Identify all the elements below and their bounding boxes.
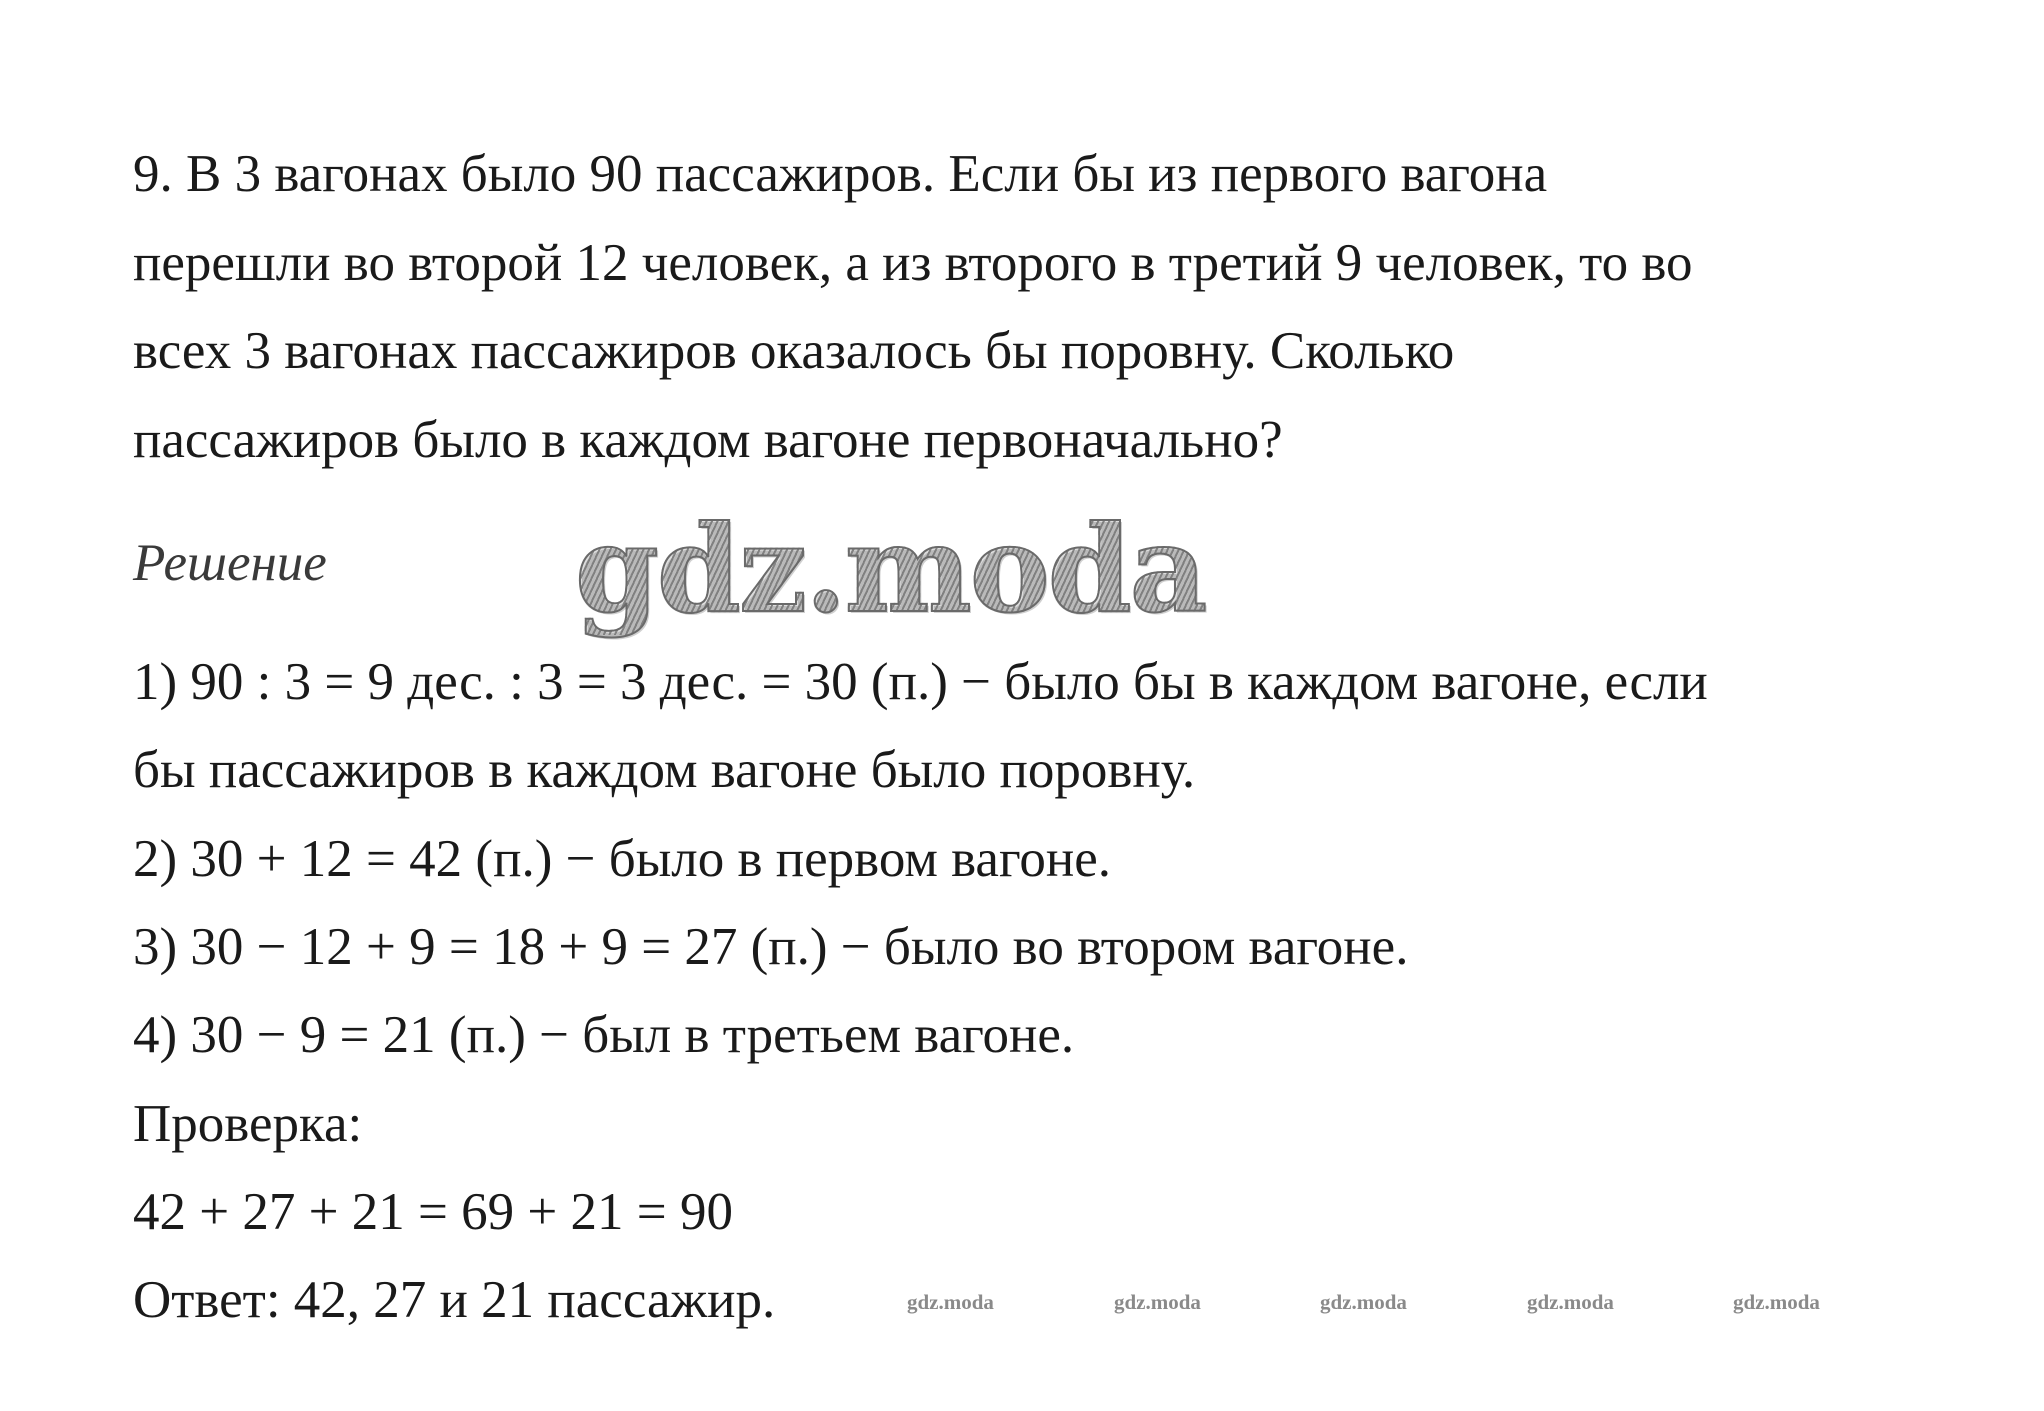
solution-step-3: 3) 30 − 12 + 9 = 18 + 9 = 27 (п.) − было во втором вагоне. [133,918,1409,976]
watermark-small-3: gdz.moda [1320,1290,1407,1314]
watermark-small-2: gdz.moda [1114,1290,1201,1314]
solution-heading: Решение [133,534,327,592]
check-label: Проверка: [133,1095,363,1153]
watermark-logo: gdz.moda [575,499,1206,640]
solution-step-4: 4) 30 − 9 = 21 (п.) − был в третьем вагоне. [133,1006,1075,1064]
solution-step-1-cont: бы пассажиров в каждом вагоне было поровну. [133,741,1196,799]
solution-step-2: 2) 30 + 12 = 42 (п.) − было в первом вагоне. [133,830,1112,888]
watermark-small-1: gdz.moda [907,1290,994,1314]
watermark-small-4: gdz.moda [1527,1290,1614,1314]
check-line: 42 + 27 + 21 = 69 + 21 = 90 [133,1183,733,1241]
problem-line-2: перешли во второй 12 человек, а из второго в третий 9 человек, то во [133,234,1693,292]
problem-line-4: пассажиров было в каждом вагоне первоначально? [133,411,1283,469]
answer-line: Ответ: 42, 27 и 21 пассажир. [133,1271,776,1329]
watermark-small-5: gdz.moda [1733,1290,1820,1314]
problem-line-3: всех 3 вагонах пассажиров оказалось бы поровну. Сколько [133,322,1455,380]
problem-line-1: 9. В 3 вагонах было 90 пассажиров. Если бы из первого вагона [133,145,1548,203]
solution-step-1: 1) 90 : 3 = 9 дес. : 3 = 3 дес. = 30 (п.) − было бы в каждом вагоне, если [133,653,1708,711]
